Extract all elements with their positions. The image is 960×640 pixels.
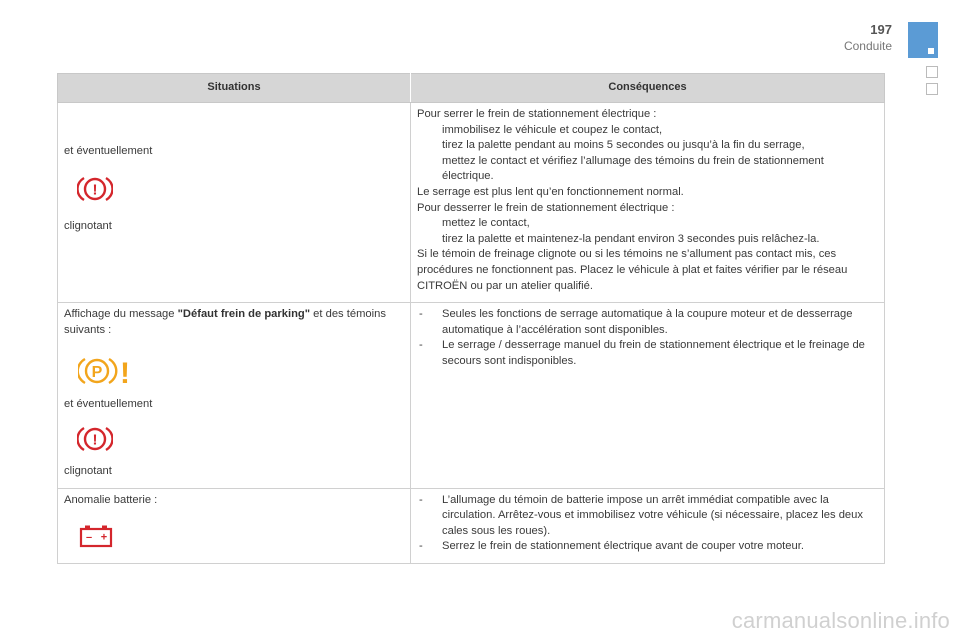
list-item: immobilisez le véhicule et coupez le contact, <box>417 123 878 139</box>
section-title: Conduite <box>843 39 892 53</box>
parking-brake-fault-icon <box>78 354 404 388</box>
bullet-icon <box>417 138 442 154</box>
consequences-cell <box>411 488 885 563</box>
consequences-cell <box>411 303 885 488</box>
brake-warning-icon <box>77 174 404 204</box>
chapter-tab-active[interactable] <box>908 22 938 58</box>
watermark: carmanualsonline.info <box>731 608 950 633</box>
battery-minus-glyph: – <box>85 531 93 544</box>
dash-marker: - <box>419 540 423 553</box>
bullet-icon <box>417 154 442 185</box>
dash-marker: - <box>419 308 423 321</box>
table-header-row <box>58 74 885 103</box>
list-item: tirez la palette et maintenez-la pendant environ 3 secondes puis relâchez-la. <box>417 232 878 248</box>
list-item: - Serrez le frein de stationnement électrique avant de couper votre moteur. <box>417 539 878 555</box>
chapter-tab-empty[interactable] <box>926 83 938 95</box>
page-number: 197 <box>870 22 892 37</box>
message-text: "Défaut frein de parking" <box>177 308 311 321</box>
situation-text: clignotant <box>64 464 112 477</box>
bullet-icon <box>417 216 442 232</box>
situation-text: clignotant <box>64 219 112 232</box>
list-item: - Le serrage / desserrage manuel du frein de stationnement électrique et le freinage de secours sont indisponibles. <box>417 338 878 369</box>
dash-marker: - <box>419 339 423 352</box>
parking-letter: P <box>91 364 103 382</box>
situation-cell <box>58 103 411 303</box>
column-header-situations: Situations <box>58 74 411 103</box>
list-item: tirez la palette pendant au moins 5 secondes ou jusqu’à la fin du serrage, <box>417 138 878 154</box>
situation-cell <box>58 303 411 488</box>
situation-cell <box>58 488 411 563</box>
list-item: - Seules les fonctions de serrage automatique à la coupure moteur et de desserrage automatique à l’accélération sont disponibles. <box>417 307 878 338</box>
situations-table <box>57 73 885 564</box>
table-row <box>58 303 885 488</box>
dash-marker: - <box>419 493 423 506</box>
column-header-consequences: Conséquences <box>411 74 885 103</box>
consequence-note: Si le témoin de freinage clignote ou si les témoins ne s’allument pas contact mis, ces procédures ne fonctionnent pas. Placez le véhicule à plat et faites vérifier par le réseau CITROËN ou par un atelier qualifié. <box>417 248 848 292</box>
bullet-icon <box>417 123 442 139</box>
situation-text: Anomalie batterie : <box>64 493 158 506</box>
consequence-note: Le serrage est plus lent qu’en fonctionnement normal. <box>417 185 684 198</box>
exclamation-glyph: ! <box>92 181 98 199</box>
exclamation-glyph: ! <box>120 357 130 389</box>
situation-text: et éventuellement <box>64 145 153 157</box>
tab-dot-icon <box>928 48 934 54</box>
battery-plus-glyph: + <box>100 531 108 544</box>
battery-warning-icon <box>79 524 404 548</box>
table-row <box>58 488 885 563</box>
consequence-intro: Pour desserrer le frein de stationnement électrique : <box>417 201 675 214</box>
list-item: mettez le contact, <box>417 216 878 232</box>
consequences-cell <box>411 103 885 303</box>
bullet-icon <box>417 232 442 248</box>
list-item: - L’allumage du témoin de batterie impose un arrêt immédiat compatible avec la circulation. Arrêtez-vous et immobilisez votre véhicule (si nécessaire, placez les deux cales sous les roues). <box>417 493 878 540</box>
situation-text: et éventuellement <box>64 398 153 411</box>
situation-text: Affichage du message "Défaut frein de parking" et des témoins suivants : <box>64 308 386 336</box>
brake-warning-icon <box>77 424 404 454</box>
chapter-tab-empty[interactable] <box>926 66 938 78</box>
consequence-intro: Pour serrer le frein de stationnement électrique : <box>417 108 657 120</box>
table-row <box>58 103 885 303</box>
list-item: mettez le contact et vérifiez l’allumage des témoins du frein de stationnement électrique. <box>417 154 878 185</box>
exclamation-glyph: ! <box>92 431 98 449</box>
